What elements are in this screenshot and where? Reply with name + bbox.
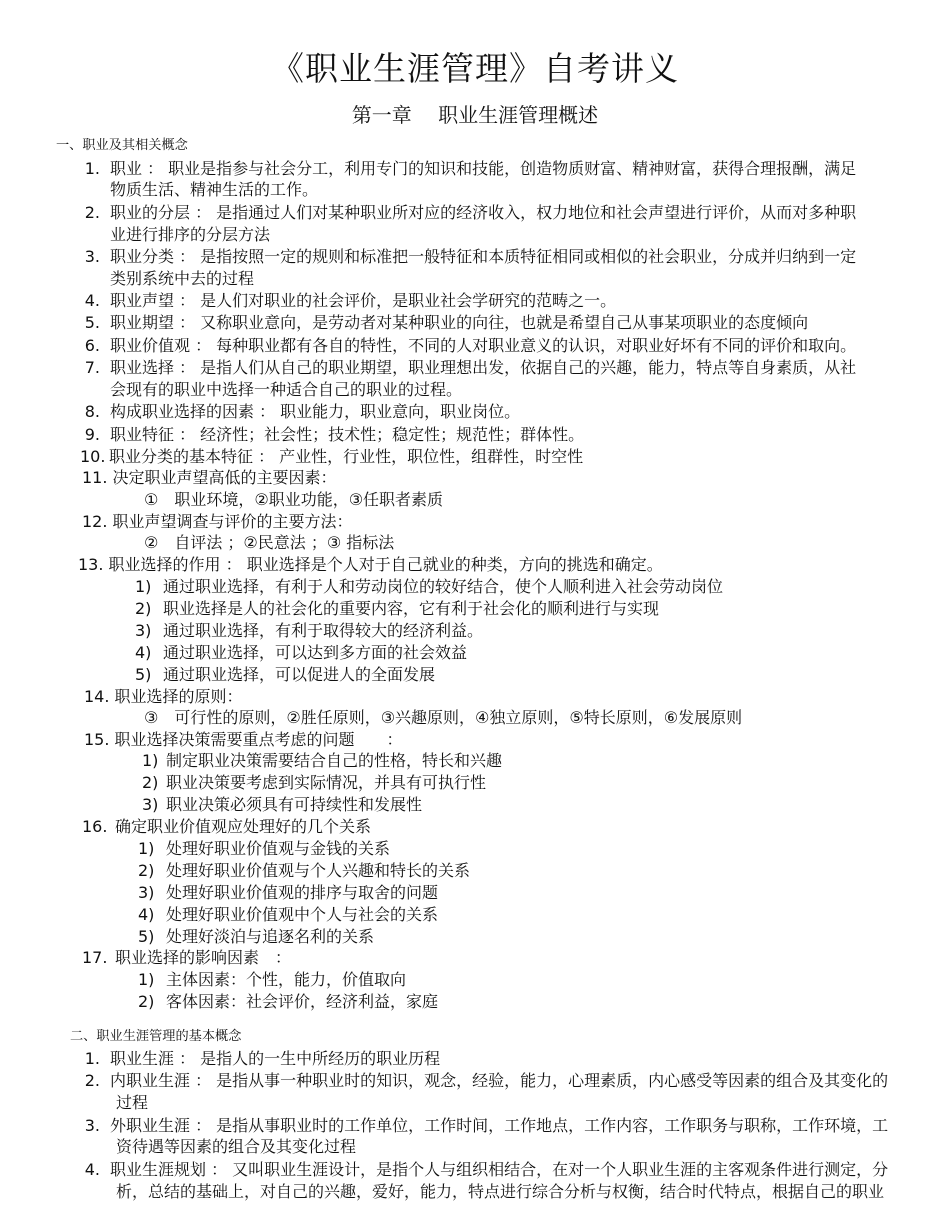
item-text: 职业分类 ： 是指按照一定的规则和标准把一般特征和本质特征相同或相似的社会职业，分成并归纳到一定 bbox=[110, 247, 857, 266]
item-number: 5. bbox=[84, 313, 100, 332]
item-text: 职业生涯规划 ： 又叫职业生涯设计，是指个人与组织相结合，在对一个人职业生涯的主客观条件进行测定，分 bbox=[110, 1160, 889, 1179]
item-number: 2. bbox=[84, 203, 100, 222]
item-number: 7. bbox=[84, 358, 100, 377]
item-number: 3. bbox=[84, 247, 100, 266]
item-text: 确定职业价值观应处理好的几个关系 bbox=[115, 817, 372, 836]
item-text: 11. 决定职业声望高低的主要因素： bbox=[82, 468, 337, 487]
item-number: 1. bbox=[84, 1049, 100, 1068]
sub-item-text: 通过职业选择，有利于人和劳动岗位的较好结合，使个人顺利进入社会劳动岗位 bbox=[163, 577, 724, 596]
item-text: 析，总结的基础上，对自己的兴趣，爱好，能力，特点进行综合分析与权衡，结合时代特点，根据自己的职业 bbox=[116, 1182, 885, 1201]
sub-item-number: 1) bbox=[138, 839, 155, 858]
item-number: 16. bbox=[82, 817, 108, 836]
sub-item-text: 主体因素：个性，能力，价值取向 bbox=[166, 970, 407, 989]
sub-item-text: 职业决策必须具有可持续性和发展性 bbox=[166, 795, 423, 814]
sub-item-text: ③ 可行性的原则，②胜任原则，③兴趣原则，④独立原则，⑤特长原则，⑥发展原则 bbox=[144, 708, 743, 727]
item-text: 过程 bbox=[116, 1093, 149, 1112]
item-text: 物质生活、精神生活的工作。 bbox=[110, 180, 319, 199]
sub-item-text: 处理好职业价值观中个人与社会的关系 bbox=[166, 905, 439, 924]
sub-item-number: 3) bbox=[135, 621, 152, 640]
sub-item-number: 3) bbox=[142, 795, 159, 814]
sub-item-number: 5) bbox=[138, 927, 155, 946]
item-text: 内职业生涯 ： 是指从事一种职业时的知识，观念，经验，能力，心理素质，内心感受等因素的组合及其变化的 bbox=[110, 1071, 889, 1090]
item-number: 4. bbox=[84, 1160, 100, 1179]
item-text: 职业选择 ： 是指人们从自己的职业期望，职业理想出发，依据自己的兴趣，能力，特点等自身素质，从社 bbox=[110, 358, 857, 377]
item-text: 类别系统中去的过程 bbox=[110, 269, 255, 288]
sub-item-text: 处理好职业价值观与金钱的关系 bbox=[166, 839, 391, 858]
item-text: 职业分类的基本特征 ： 产业性，行业性，职位性，组群性，时空性 bbox=[109, 447, 584, 466]
sub-item-text: 客体因素：社会评价，经济利益，家庭 bbox=[166, 992, 439, 1011]
sub-item-number: 2) bbox=[135, 599, 152, 618]
sub-item-number: 1) bbox=[138, 970, 155, 989]
sub-item-number: 2) bbox=[138, 992, 155, 1011]
section-heading-1: 一、职业及其相关概念 bbox=[56, 138, 188, 153]
sub-item-text: 制定职业决策需要结合自己的性格，特长和兴趣 bbox=[166, 751, 503, 770]
item-text: 会现有的职业中选择一种适合自己的职业的过程。 bbox=[110, 380, 463, 399]
sub-item-text: 通过职业选择，可以达到多方面的社会效益 bbox=[163, 643, 468, 662]
item-number: 3. bbox=[84, 1116, 100, 1135]
item-text: 职业生涯 ： 是指人的一生中所经历的职业历程 bbox=[110, 1049, 441, 1068]
sub-item-number: 3) bbox=[138, 883, 155, 902]
sub-item-text: 职业选择是人的社会化的重要内容，它有利于社会化的顺利进行与实现 bbox=[163, 599, 660, 618]
item-text: 构成职业选择的因素 ： 职业能力，职业意向，职业岗位。 bbox=[110, 402, 521, 421]
sub-item-text: 处理好淡泊与追逐名利的关系 bbox=[166, 927, 375, 946]
item-text: 职业的分层 ： 是指通过人们对某种职业所对应的经济收入，权力地位和社会声望进行评价，从而对多种职 bbox=[110, 203, 857, 222]
item-number: 6. bbox=[84, 336, 100, 355]
item-text: 业进行排序的分层方法 bbox=[110, 225, 271, 244]
item-text: 职业声望 ： 是人们对职业的社会评价，是职业社会学研究的范畴之一。 bbox=[110, 291, 617, 310]
item-number: 4. bbox=[84, 291, 100, 310]
sub-item-number: 1) bbox=[135, 577, 152, 596]
item-text: 职业 ： 职业是指参与社会分工，利用专门的知识和技能，创造物质财富、精神财富，获得合理报酬，满足 bbox=[110, 159, 857, 178]
item-text: 职业期望 ： 又称职业意向，是劳动者对某种职业的向往，也就是希望自己从事某项职业的态度倾向 bbox=[110, 313, 809, 332]
sub-item-text: ① 职业环境，②职业功能，③任职者素质 bbox=[144, 490, 444, 509]
sub-item-number: 2) bbox=[142, 773, 159, 792]
sub-item-text: 通过职业选择，可以促进人的全面发展 bbox=[163, 665, 436, 684]
sub-item-text: 职业决策要考虑到实际情况，并具有可执行性 bbox=[166, 773, 487, 792]
sub-item-number: 4) bbox=[138, 905, 155, 924]
sub-item-text: 通过职业选择，有利于取得较大的经济利益。 bbox=[163, 621, 484, 640]
document-title: 《职业生涯管理》自考讲义 bbox=[271, 49, 679, 88]
chapter-title: 第一章 职业生涯管理概述 bbox=[351, 103, 599, 127]
item-text: 13. 职业选择的作用 ： 职业选择是个人对于自己就业的种类，方向的挑选和确定。 bbox=[78, 555, 663, 574]
item-number: 1. bbox=[84, 159, 100, 178]
sub-item-number: 1) bbox=[142, 751, 159, 770]
item-number: 2. bbox=[84, 1071, 100, 1090]
item-text: 15. 职业选择决策需要重点考虑的问题 ： bbox=[84, 730, 403, 749]
sub-item-text: 处理好职业价值观与个人兴趣和特长的关系 bbox=[166, 861, 471, 880]
sub-item-number: 5) bbox=[135, 665, 152, 684]
item-text: 职业特征 ： 经济性；社会性；技术性；稳定性；规范性；群体性。 bbox=[110, 425, 585, 444]
sub-item-number: 4) bbox=[135, 643, 152, 662]
item-number: 10. bbox=[80, 447, 106, 466]
item-number: 9. bbox=[84, 425, 100, 444]
item-text: 12. 职业声望调查与评价的主要方法： bbox=[82, 512, 353, 531]
sub-item-number: 2) bbox=[138, 861, 155, 880]
sub-item-text: ② 自评法 ；②民意法 ；③ 指标法 bbox=[144, 533, 395, 552]
item-text: 外职业生涯 ： 是指从事职业时的工作单位，工作时间，工作地点，工作内容，工作职务与职称，工作环境，工 bbox=[110, 1116, 889, 1135]
item-text: 职业价值观 ： 每种职业都有各自的特性，不同的人对职业意义的认识，对职业好坏有不同的评价和取向。 bbox=[110, 336, 857, 355]
item-text: 资待遇等因素的组合及其变化过程 bbox=[116, 1137, 357, 1156]
item-text: 14. 职业选择的原则： bbox=[84, 687, 243, 706]
item-number: 8. bbox=[84, 402, 100, 421]
section-heading-2: 二、职业生涯管理的基本概念 bbox=[70, 1029, 242, 1044]
sub-item-text: 处理好职业价值观的排序与取舍的问题 bbox=[166, 883, 439, 902]
item-number: 17. bbox=[82, 948, 108, 967]
item-text: 职业选择的影响因素 ： bbox=[115, 948, 292, 967]
